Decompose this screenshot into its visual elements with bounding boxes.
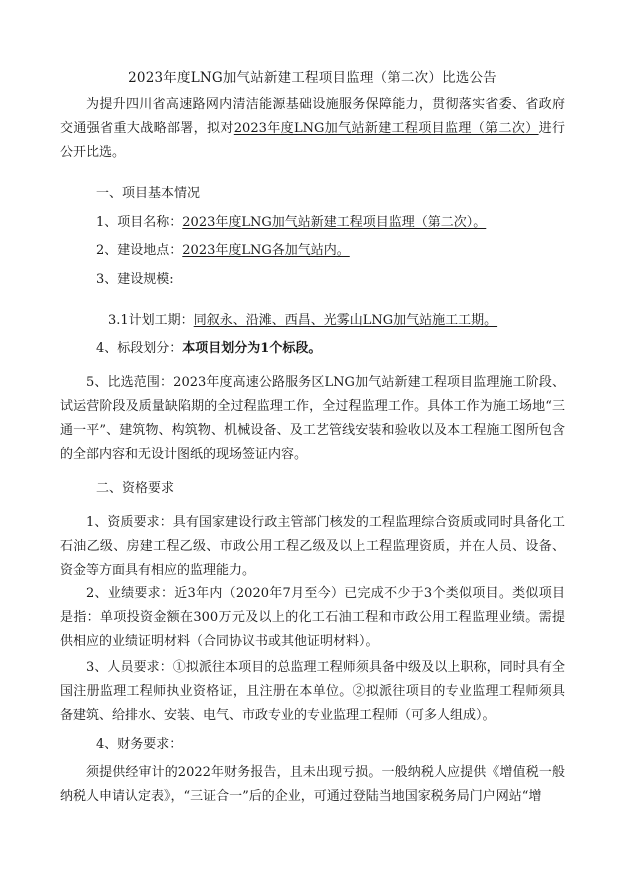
intro-text-1: 为提升四川省高速路网内清洁能源基础设施服务保障能力，贯彻落实省委、省政府交通强省重大战略部署，拟对	[60, 97, 565, 136]
req-qualification: 1、资质要求：具有国家建设行政主管部门核发的工程监理综合资质或同时具备化工石油乙级、房建工程乙级、市政公用工程乙级及以上工程监理资质，并在人员、设备、资金等方面具有相应的监理能力。	[60, 515, 565, 578]
item-label: 4、标段划分：	[96, 341, 183, 356]
intro-text-2: 进行公开比选。	[60, 121, 565, 160]
item-label: 1、项目名称：	[96, 215, 183, 230]
item-scale: 3、建设规模:	[96, 272, 174, 287]
req-performance: 2、业绩要求：近3年内（2020年7月至今）已完成不少于3个类似项目。类似项目是指：单项投资金额在300万元及以上的化工石油工程和市政公用工程监理业绩。需提供相应的业绩证明材料（合同协议书或其他证明材料）。	[60, 586, 565, 649]
section1-heading: 一、项目基本情况	[96, 186, 201, 201]
intro-project-name: 2023年度LNG加气站新建工程项目监理（第二次）	[233, 121, 539, 136]
intro-paragraph	[60, 93, 565, 165]
req-personnel: 3、人员要求：①拟派往本项目的总监理工程师须具备中级及以上职称，同时具有全国注册监理工程师执业资格证，且注册在本单位。②拟派往项目的专业监理工程师须具备建筑、给排水、安装、电气、市政专业的专业监理工程师（可多人组成）。	[60, 660, 565, 723]
item-location	[96, 243, 350, 259]
req-finance-text: 须提供经审计的2022年财务报告，且未出现亏损。一般纳税人应提供《增值税一般纳税人申请认定表》，“三证合一”后的企业，可通过登陆当地国家税务局门户网站“增	[60, 765, 565, 804]
item-project-name	[96, 215, 486, 231]
item-label: 3.1计划工期：	[108, 313, 194, 328]
item-label: 2、建设地点：	[96, 243, 183, 258]
item-schedule	[108, 313, 497, 329]
item-value: 2023年度LNG加气站新建工程项目监理（第二次）。	[182, 215, 487, 230]
req-finance-heading: 4、财务要求：	[96, 737, 183, 752]
item-lots	[96, 341, 321, 357]
section2-heading: 二、资格要求	[96, 481, 175, 496]
document-title: 2023年度LNG加气站新建工程项目监理（第二次）比选公告	[128, 70, 497, 86]
item-value: 2023年度LNG各加气站内。	[182, 243, 350, 258]
item-scope: 5、比选范围：2023年度高速公路服务区LNG加气站新建工程项目监理施工阶段、试运营阶段及质量缺陷期的全过程监理工作，全过程监理工作。具体工作为施工场地“三通一平”、建筑物、构筑物、机械设备、及工艺管线安装和验收以及本工程施工图所包含的全部内容和无设计图纸的现场签证内容。	[60, 375, 565, 462]
item-value: 本项目划分为1个标段。	[182, 341, 322, 356]
item-value: 同叙永、沿滩、西昌、光雾山LNG加气站施工工期。	[193, 313, 498, 328]
